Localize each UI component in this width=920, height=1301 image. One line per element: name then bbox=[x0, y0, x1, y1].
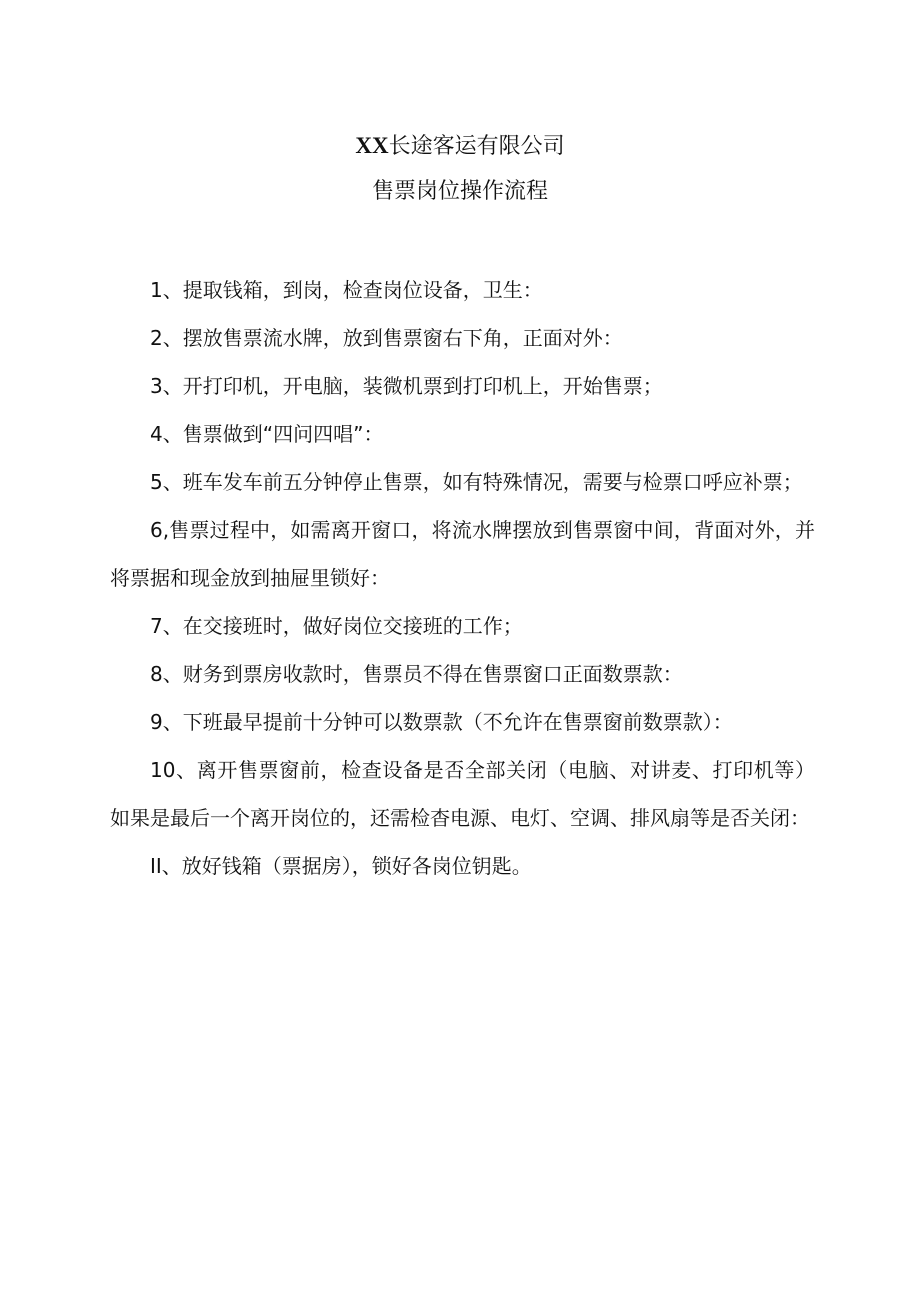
step-paragraph: II、放好钱箱（票据房），锁好各岗位钥匙。 bbox=[150, 854, 532, 878]
step-paragraph: 5、班车发车前五分钟停止售票，如有特殊情况，需要与检票口呼应补票； bbox=[150, 470, 803, 494]
step-paragraph: 1、提取钱箱，到岗，检查岗位设备，卫生： bbox=[150, 278, 543, 302]
title-block bbox=[0, 124, 920, 214]
step-paragraph: 6,售票过程中，如需离开窗口，将流水牌摆放到售票窗中间，背面对外，并将票据和现金放到抽屉里锁好： bbox=[110, 518, 815, 590]
step-paragraph: 9、下班最早提前十分钟可以数票款（不允许在售票窗前数票款）： bbox=[150, 710, 733, 734]
step-paragraph: 2、摆放售票流水牌，放到售票窗右下角，正面对外： bbox=[150, 326, 623, 350]
step-paragraph: 3、开打印机，开电脑，装微机票到打印机上，开始售票； bbox=[150, 374, 663, 398]
document-title-rest: 长途客运有限公司 bbox=[388, 134, 565, 159]
step-paragraph: 4、售票做到“四问四唱”： bbox=[150, 422, 384, 446]
document-title bbox=[0, 124, 920, 168]
document-subtitle: 售票岗位操作流程 bbox=[371, 179, 548, 204]
document-title-latin: XX bbox=[355, 133, 389, 158]
step-paragraph: 10、离开售票窗前，检查设备是否全部关闭（电脑、对讲麦、打印机等）如果是最后一个离开岗位的，还需检杳电源、电灯、空调、排风扇等是否关闭： bbox=[110, 758, 815, 830]
step-paragraph: 7、在交接班时，做好岗位交接班的工作； bbox=[150, 614, 523, 638]
document-body bbox=[110, 266, 815, 890]
step-paragraph: 8、财务到票房收款时，售票员不得在售票窗口正面数票款： bbox=[150, 662, 683, 686]
